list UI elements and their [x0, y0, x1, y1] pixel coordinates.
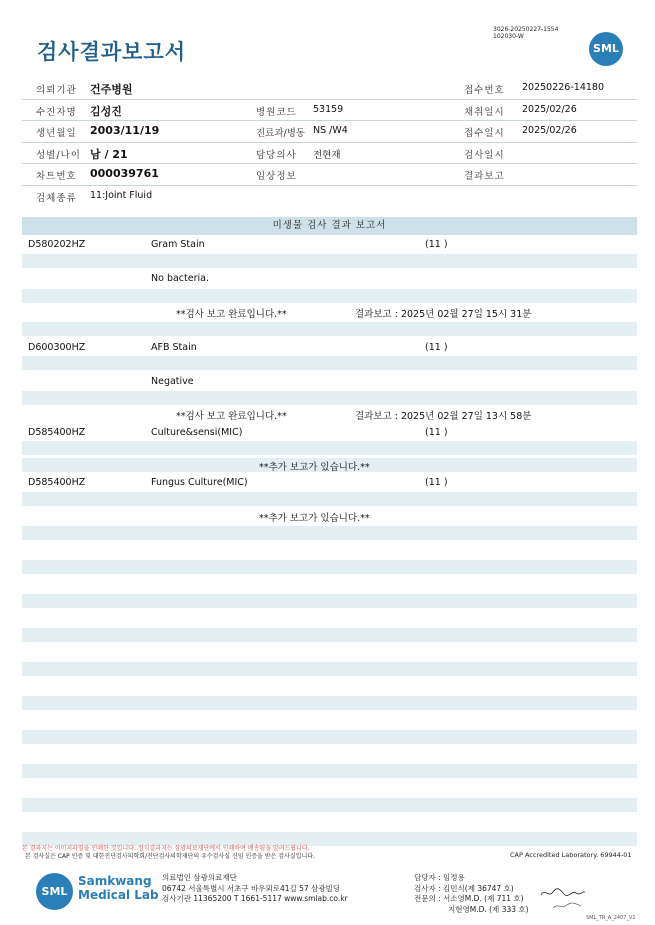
stripe — [22, 254, 637, 268]
brand-name — [78, 874, 159, 902]
patient-label: 수진자명 — [36, 106, 77, 118]
hospital-code-value: 53159 — [313, 103, 344, 115]
doctor-label: 담당의사 — [256, 149, 297, 161]
chart-value: 000039761 — [90, 167, 159, 180]
staff-specialist-2: 지현영M.D. (제 333 호) — [448, 904, 529, 914]
test-date-label: 검사일시 — [464, 149, 505, 161]
test-result: Negative — [151, 376, 194, 387]
org-address: 06742 서울특별시 서초구 바우뫼로41길 57 삼광빌딩 — [162, 883, 341, 893]
test-name: Fungus Culture(MIC) — [151, 477, 248, 488]
collect-date-value: 2025/02/26 — [522, 103, 577, 115]
stripe — [22, 798, 637, 812]
test-name: AFB Stain — [151, 342, 197, 353]
test-name: Culture&sensi(MIC) — [151, 427, 243, 438]
signature — [552, 902, 582, 910]
test-code: D585400HZ — [28, 427, 86, 438]
staff-manager: 담당자 : 임정용 — [414, 873, 465, 882]
info-row — [22, 143, 637, 165]
report-time: 결과보고 : 2025년 02월 27일 13시 58분 — [355, 411, 532, 422]
info-row — [22, 100, 637, 122]
org-name: 의료법인 삼광의료재단 — [162, 873, 237, 882]
specimen-code: (11 ) — [425, 427, 448, 438]
info-row — [22, 186, 637, 207]
clinical-label: 임상정보 — [256, 171, 297, 182]
document-code-line2: 102030-W — [493, 33, 524, 40]
staff-info — [414, 873, 529, 915]
collect-date-label: 채취일시 — [464, 106, 505, 118]
accreditation-note: 본 검사실은 CAP 인증 및 대한진단검사의학회/진단검사의학재단의 우수검사실 신임 인증을 받은 검사실입니다. — [25, 853, 315, 860]
document-code-line1: 3026-20250227-1554 — [493, 26, 559, 33]
specimen-value: 11:Joint Fluid — [90, 189, 153, 201]
document-code — [493, 26, 558, 40]
info-row — [22, 121, 637, 143]
stripe — [22, 730, 637, 744]
stripe — [22, 662, 637, 676]
org-contact: 검사기관 11365200 T 1661-5117 www.smlab.co.kr — [162, 894, 348, 903]
specimen-code: (11 ) — [425, 239, 448, 250]
chart-label: 차트번호 — [36, 171, 77, 182]
specimen-label: 검체종류 — [36, 192, 77, 204]
stripe — [22, 356, 637, 370]
staff-specialist: 전문의 : 서소영M.D. (제 711 호) — [414, 894, 524, 903]
stripe — [22, 526, 637, 540]
stripe — [22, 628, 637, 642]
test-code: D585400HZ — [28, 477, 86, 488]
stripe — [22, 391, 637, 405]
dept-label: 진료과/병동 — [256, 128, 306, 139]
report-complete-note: **검사 보고 완료입니다.** — [176, 309, 287, 320]
hospital-label: 의뢰기관 — [36, 85, 77, 96]
report-time: 결과보고 : 2025년 02월 27일 15시 31분 — [355, 309, 532, 320]
receipt-date-label: 접수일시 — [464, 128, 505, 139]
stripe — [22, 492, 637, 506]
stripe — [22, 441, 637, 455]
receipt-no-value: 20250226-14180 — [522, 82, 605, 93]
print-notice: 본 결과지는 이미지파일을 인쇄한 것입니다. 정식결과지는 삼광의료재단에서 인쇄하여 배송됨을 알려드립니다. — [22, 845, 310, 852]
sml-footer-logo: SML — [36, 873, 73, 910]
info-row — [22, 78, 637, 100]
patient-value: 김성진 — [90, 104, 122, 118]
report-label: 결과보고 — [464, 171, 505, 182]
sex-label: 성별/나이 — [36, 149, 81, 161]
additional-report-note: **추가 보고가 있습니다.** — [259, 462, 370, 473]
additional-report-note: **추가 보고가 있습니다.** — [259, 513, 370, 524]
test-code: D580202HZ — [28, 239, 86, 250]
staff-tester: 검사자 : 김민식(제 36747 호) — [414, 883, 514, 893]
test-result: No bacteria. — [151, 273, 209, 284]
stripe — [22, 560, 637, 574]
birth-value: 2003/11/19 — [90, 124, 160, 137]
info-row — [22, 164, 637, 186]
stripe — [22, 764, 637, 778]
receipt-no-label: 접수번호 — [464, 85, 505, 96]
signature — [540, 886, 586, 900]
stripe — [22, 289, 637, 303]
stripe — [22, 322, 637, 336]
brand-line2: Medical Lab — [78, 888, 159, 902]
receipt-date-value: 2025/02/26 — [522, 125, 577, 136]
stripe — [22, 696, 637, 710]
hospital-code-label: 병원코드 — [256, 106, 297, 118]
specimen-code: (11 ) — [425, 477, 448, 488]
hospital-value: 건주병원 — [90, 83, 133, 96]
brand-line1: Samkwang — [78, 874, 152, 888]
birth-label: 생년월일 — [36, 128, 77, 139]
patient-info-table — [22, 78, 637, 206]
test-name: Gram Stain — [151, 239, 205, 250]
org-info — [162, 873, 348, 905]
report-complete-note: **검사 보고 완료입니다.** — [176, 411, 287, 422]
section-title: 미생물 검사 결과 보고서 — [22, 217, 637, 235]
specimen-code: (11 ) — [425, 342, 448, 353]
test-code: D600300HZ — [28, 342, 86, 353]
dept-value: NS /W4 — [313, 125, 348, 136]
stripe — [22, 594, 637, 608]
form-version: SML_TR_A_2407_V1 — [586, 915, 636, 921]
sex-value: 남 / 21 — [90, 147, 128, 161]
cap-accreditation: CAP Accredited Laboratory. 69944-01 — [510, 851, 632, 859]
sml-logo: SML — [589, 32, 623, 66]
page-title: 검사결과보고서 — [37, 40, 187, 64]
doctor-value: 전현재 — [313, 149, 341, 161]
